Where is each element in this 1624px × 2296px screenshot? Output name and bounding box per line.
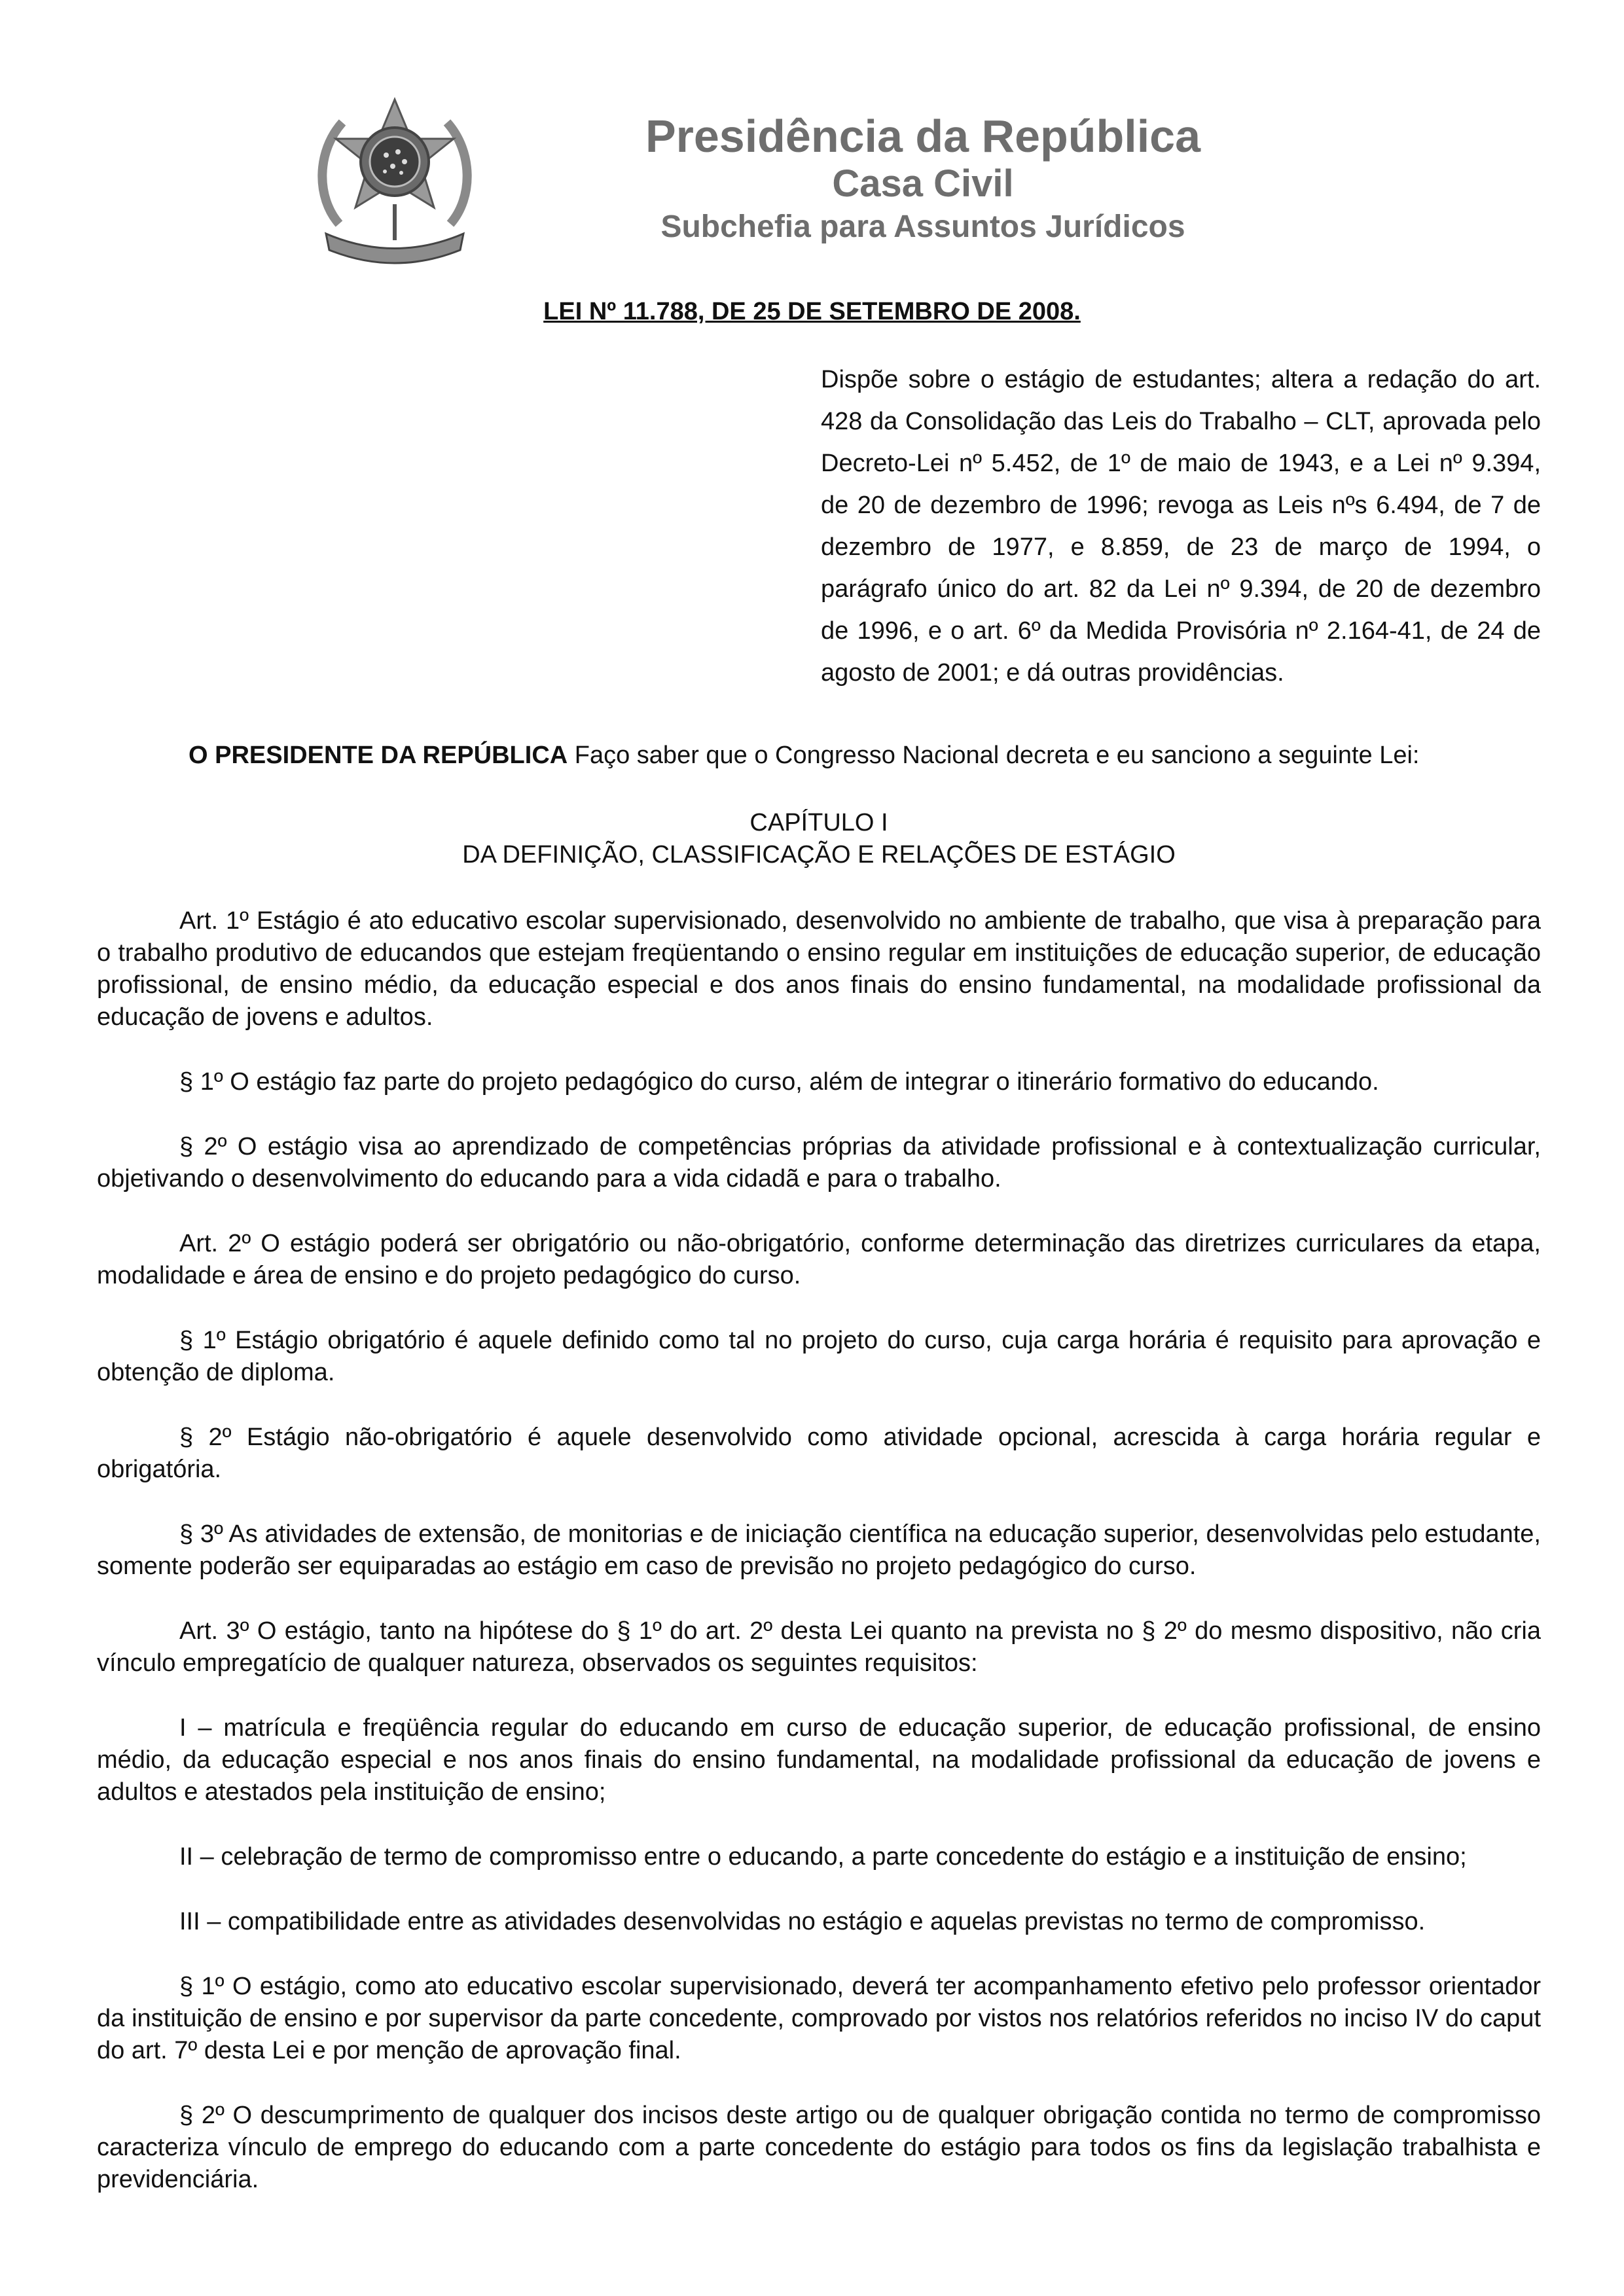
article-2: Art. 2º O estágio poderá ser obrigatório ou não-obrigatório, conforme determinação das diretrizes curriculares da etapa, modalidade e área de ensino e do projeto pedagógico do curso.	[97, 1230, 1541, 1289]
article-3-par-1: § 1º O estágio, como ato educativo escolar supervisionado, deverá ter acompanhamento efetivo pelo professor orientador da instituição de ensino e por supervisor da parte concedente, comprovado por vistos nos relatórios referidos no inciso IV do caput do art. 7º desta Lei e por menção de aprovação final.	[97, 1973, 1541, 2064]
article-1-par-2: § 2º O estágio visa ao aprendizado de competências próprias da atividade profissional e à contextualização curricular, objetivando o desenvolvimento do educando para a vida cidadã e para o trabalho.	[97, 1133, 1541, 1193]
article-3-inciso-1: I – matrícula e freqüência regular do educando em curso de educação superior, de educação profissional, de ensino médio, da educação especial e nos anos finais do ensino fundamental, na modalidade profissional da educação de jovens e adultos e atestados pela instituição de ensino;	[97, 1714, 1541, 1806]
article-2-par-1: § 1º Estágio obrigatório é aquele definido como tal no projeto do curso, cuja carga horária é requisito para aprovação e obtenção de diploma.	[97, 1327, 1541, 1386]
chapter-number: CAPÍTULO I	[749, 809, 888, 836]
article-3-par-2: § 2º O descumprimento de qualquer dos incisos deste artigo ou de qualquer obrigação contida no termo de compromisso caracteriza vínculo de emprego do educando com a parte concedente do estágio para todos os fins da legislação trabalhista e previdenciária.	[97, 2102, 1541, 2193]
article-1: Art. 1º Estágio é ato educativo escolar supervisionado, desenvolvido no ambiente de trabalho, que visa à preparação para o trabalho produtivo de educandos que estejam freqüentando o ensino regular em instituições de educação superior, de educação profissional, de ensino médio, da educação especial e dos anos finais do ensino fundamental, na modalidade profissional da educação de jovens e adultos.	[97, 907, 1541, 1031]
chapter-heading	[97, 807, 1541, 871]
article-2-par-2: § 2º Estágio não-obrigatório é aquele desenvolvido como atividade opcional, acrescida à carga horária regular e obrigatória.	[97, 1424, 1541, 1483]
article-3: Art. 3º O estágio, tanto na hipótese do § 1º do art. 2º desta Lei quanto na prevista no § 2º do mesmo dispositivo, não cria vínculo empregatício de qualquer natureza, observados os seguintes requisitos:	[97, 1617, 1541, 1677]
article-2-par-3: § 3º As atividades de extensão, de monitorias e de iniciação científica na educação superior, desenvolvidas pelo estudante, somente poderão ser equiparadas ao estágio em caso de previsão no projeto pedagógico do curso.	[97, 1520, 1541, 1580]
enactment-bold: O PRESIDENTE DA REPÚBLICA	[189, 742, 568, 769]
enactment-clause	[97, 740, 1541, 772]
law-title-link[interactable]: LEI Nº 11.788, DE 25 DE SETEMBRO DE 2008.	[543, 298, 1081, 325]
header-presidencia: Presidência da República	[645, 111, 1201, 162]
chapter-title: DA DEFINIÇÃO, CLASSIFICAÇÃO E RELAÇÕES DE ESTÁGIO	[462, 841, 1176, 869]
law-body	[97, 740, 1541, 2229]
article-3-inciso-2: II – celebração de termo de compromisso entre o educando, a parte concedente do estágio e a instituição de ensino;	[179, 1843, 1467, 1871]
header-subchefia: Subchefia para Assuntos Jurídicos	[660, 209, 1185, 244]
ementa: Dispõe sobre o estágio de estudantes; altera a redação do art. 428 da Consolidação das Leis do Trabalho – CLT, aprovada pelo Decreto-Lei nº 5.452, de 1º de maio de 1943, e a Lei nº 9.394, de 20 de dezembro de 1996; revoga as Leis nºs 6.494, de 7 de dezembro de 1977, e 8.859, de 23 de março de 1994, o parágrafo único do art. 82 da Lei nº 9.394, de 20 de dezembro de 1996, e o art. 6º da Medida Provisória nº 2.164-41, de 24 de agosto de 2001; e dá outras providências.	[821, 366, 1541, 687]
header-casa-civil: Casa Civil	[832, 162, 1014, 205]
enactment-text: Faço saber que o Congresso Nacional decreta e eu sanciono a seguinte Lei:	[568, 742, 1420, 769]
article-1-par-1: § 1º O estágio faz parte do projeto pedagógico do curso, além de integrar o itinerário formativo do educando.	[179, 1068, 1379, 1096]
brasao-republica-icon	[313, 93, 477, 270]
article-3-inciso-3: III – compatibilidade entre as atividades desenvolvidas no estágio e aquelas previstas no termo de compromisso.	[179, 1908, 1426, 1935]
